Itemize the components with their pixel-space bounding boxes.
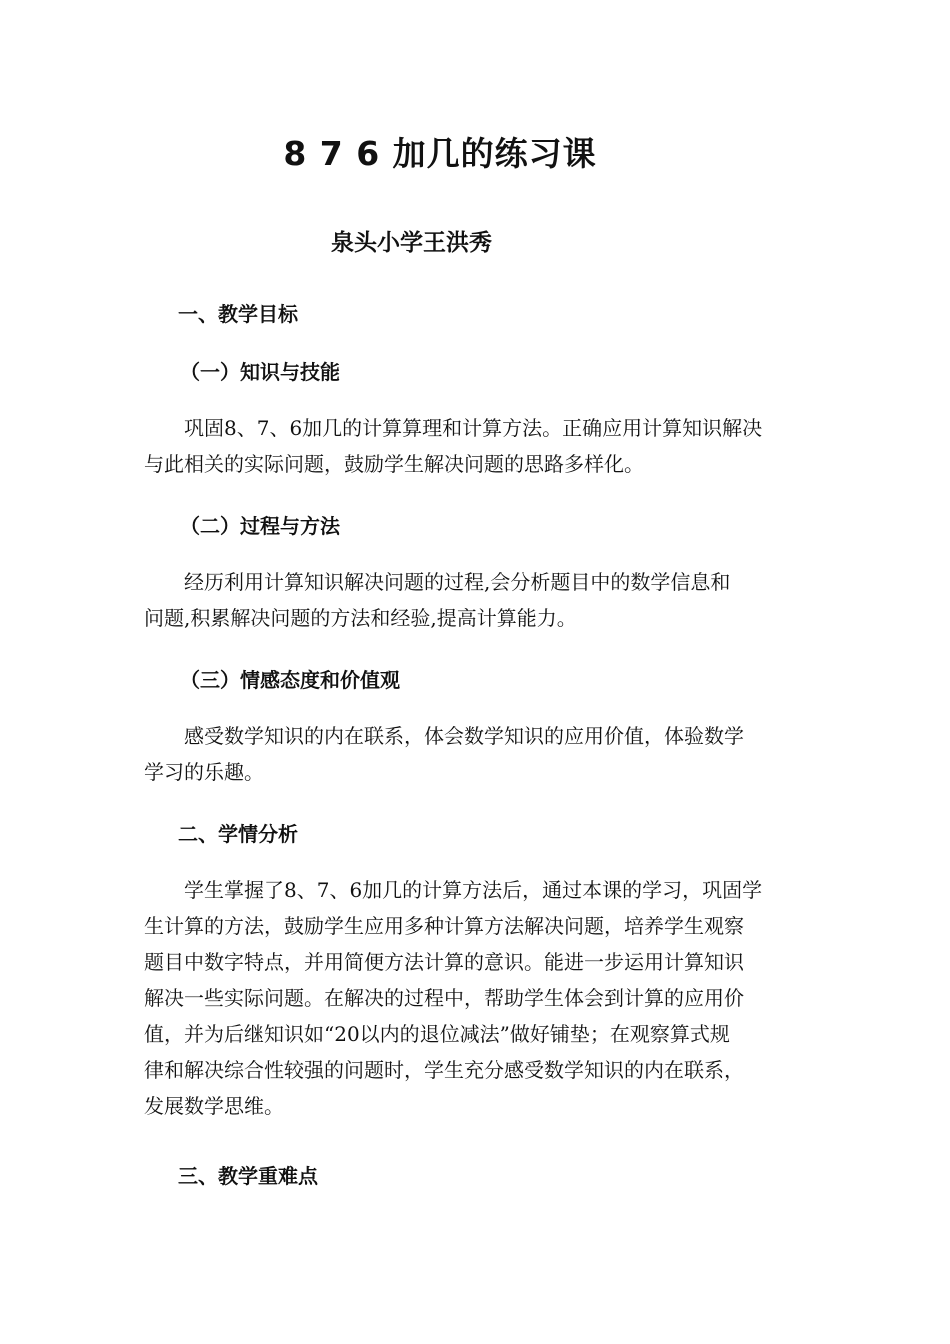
subsection-heading-attitude: （三）情感态度和价值观	[180, 668, 400, 692]
subsection-heading-process: （二）过程与方法	[180, 514, 340, 538]
paragraph-line: 经历利用计算知识解决问题的过程,会分析题目中的数学信息和	[144, 570, 731, 594]
paragraph-line: 题目中数字特点，并用简便方法计算的意识。能进一步运用计算知识	[144, 950, 744, 974]
section-heading-key-points: 三、教学重难点	[178, 1164, 318, 1188]
paragraph-line: 生计算的方法，鼓励学生应用多种计算方法解决问题，培养学生观察	[144, 914, 744, 938]
section-heading-objectives: 一、教学目标	[178, 302, 298, 326]
paragraph-line: 问题,积累解决问题的方法和经验,提高计算能力。	[144, 606, 577, 630]
paragraph-knowledge	[144, 410, 809, 482]
paragraph-line: 感受数学知识的内在联系，体会数学知识的应用价值，体验数学	[144, 724, 744, 748]
document-title-text: 8 7 6 加几的练习课	[283, 134, 597, 173]
author-line: 泉头小学王洪秀	[331, 230, 492, 256]
paragraph-line: 发展数学思维。	[144, 1094, 284, 1118]
document-title	[0, 128, 880, 175]
paragraph-line: 学生掌握了8、7、6加几的计算方法后，通过本课的学习，巩固学	[144, 878, 763, 902]
subsection-heading-knowledge: （一）知识与技能	[180, 360, 340, 384]
paragraph-line: 值，并为后继知识如“20以内的退位减法”做好铺垫；在观察算式规	[144, 1022, 730, 1046]
paragraph-line: 解决一些实际问题。在解决的过程中，帮助学生体会到计算的应用价	[144, 986, 744, 1010]
paragraph-attitude	[144, 718, 809, 790]
paragraph-line: 律和解决综合性较强的问题时，学生充分感受数学知识的内在联系，	[144, 1058, 744, 1082]
paragraph-process	[144, 564, 809, 636]
paragraph-analysis	[144, 872, 809, 1124]
paragraph-line: 巩固8、7、6加几的计算算理和计算方法。正确应用计算知识解决	[144, 416, 763, 440]
section-heading-analysis: 二、学情分析	[178, 822, 298, 846]
paragraph-line: 学习的乐趣。	[144, 760, 264, 784]
paragraph-line: 与此相关的实际问题，鼓励学生解决问题的思路多样化。	[144, 452, 644, 476]
